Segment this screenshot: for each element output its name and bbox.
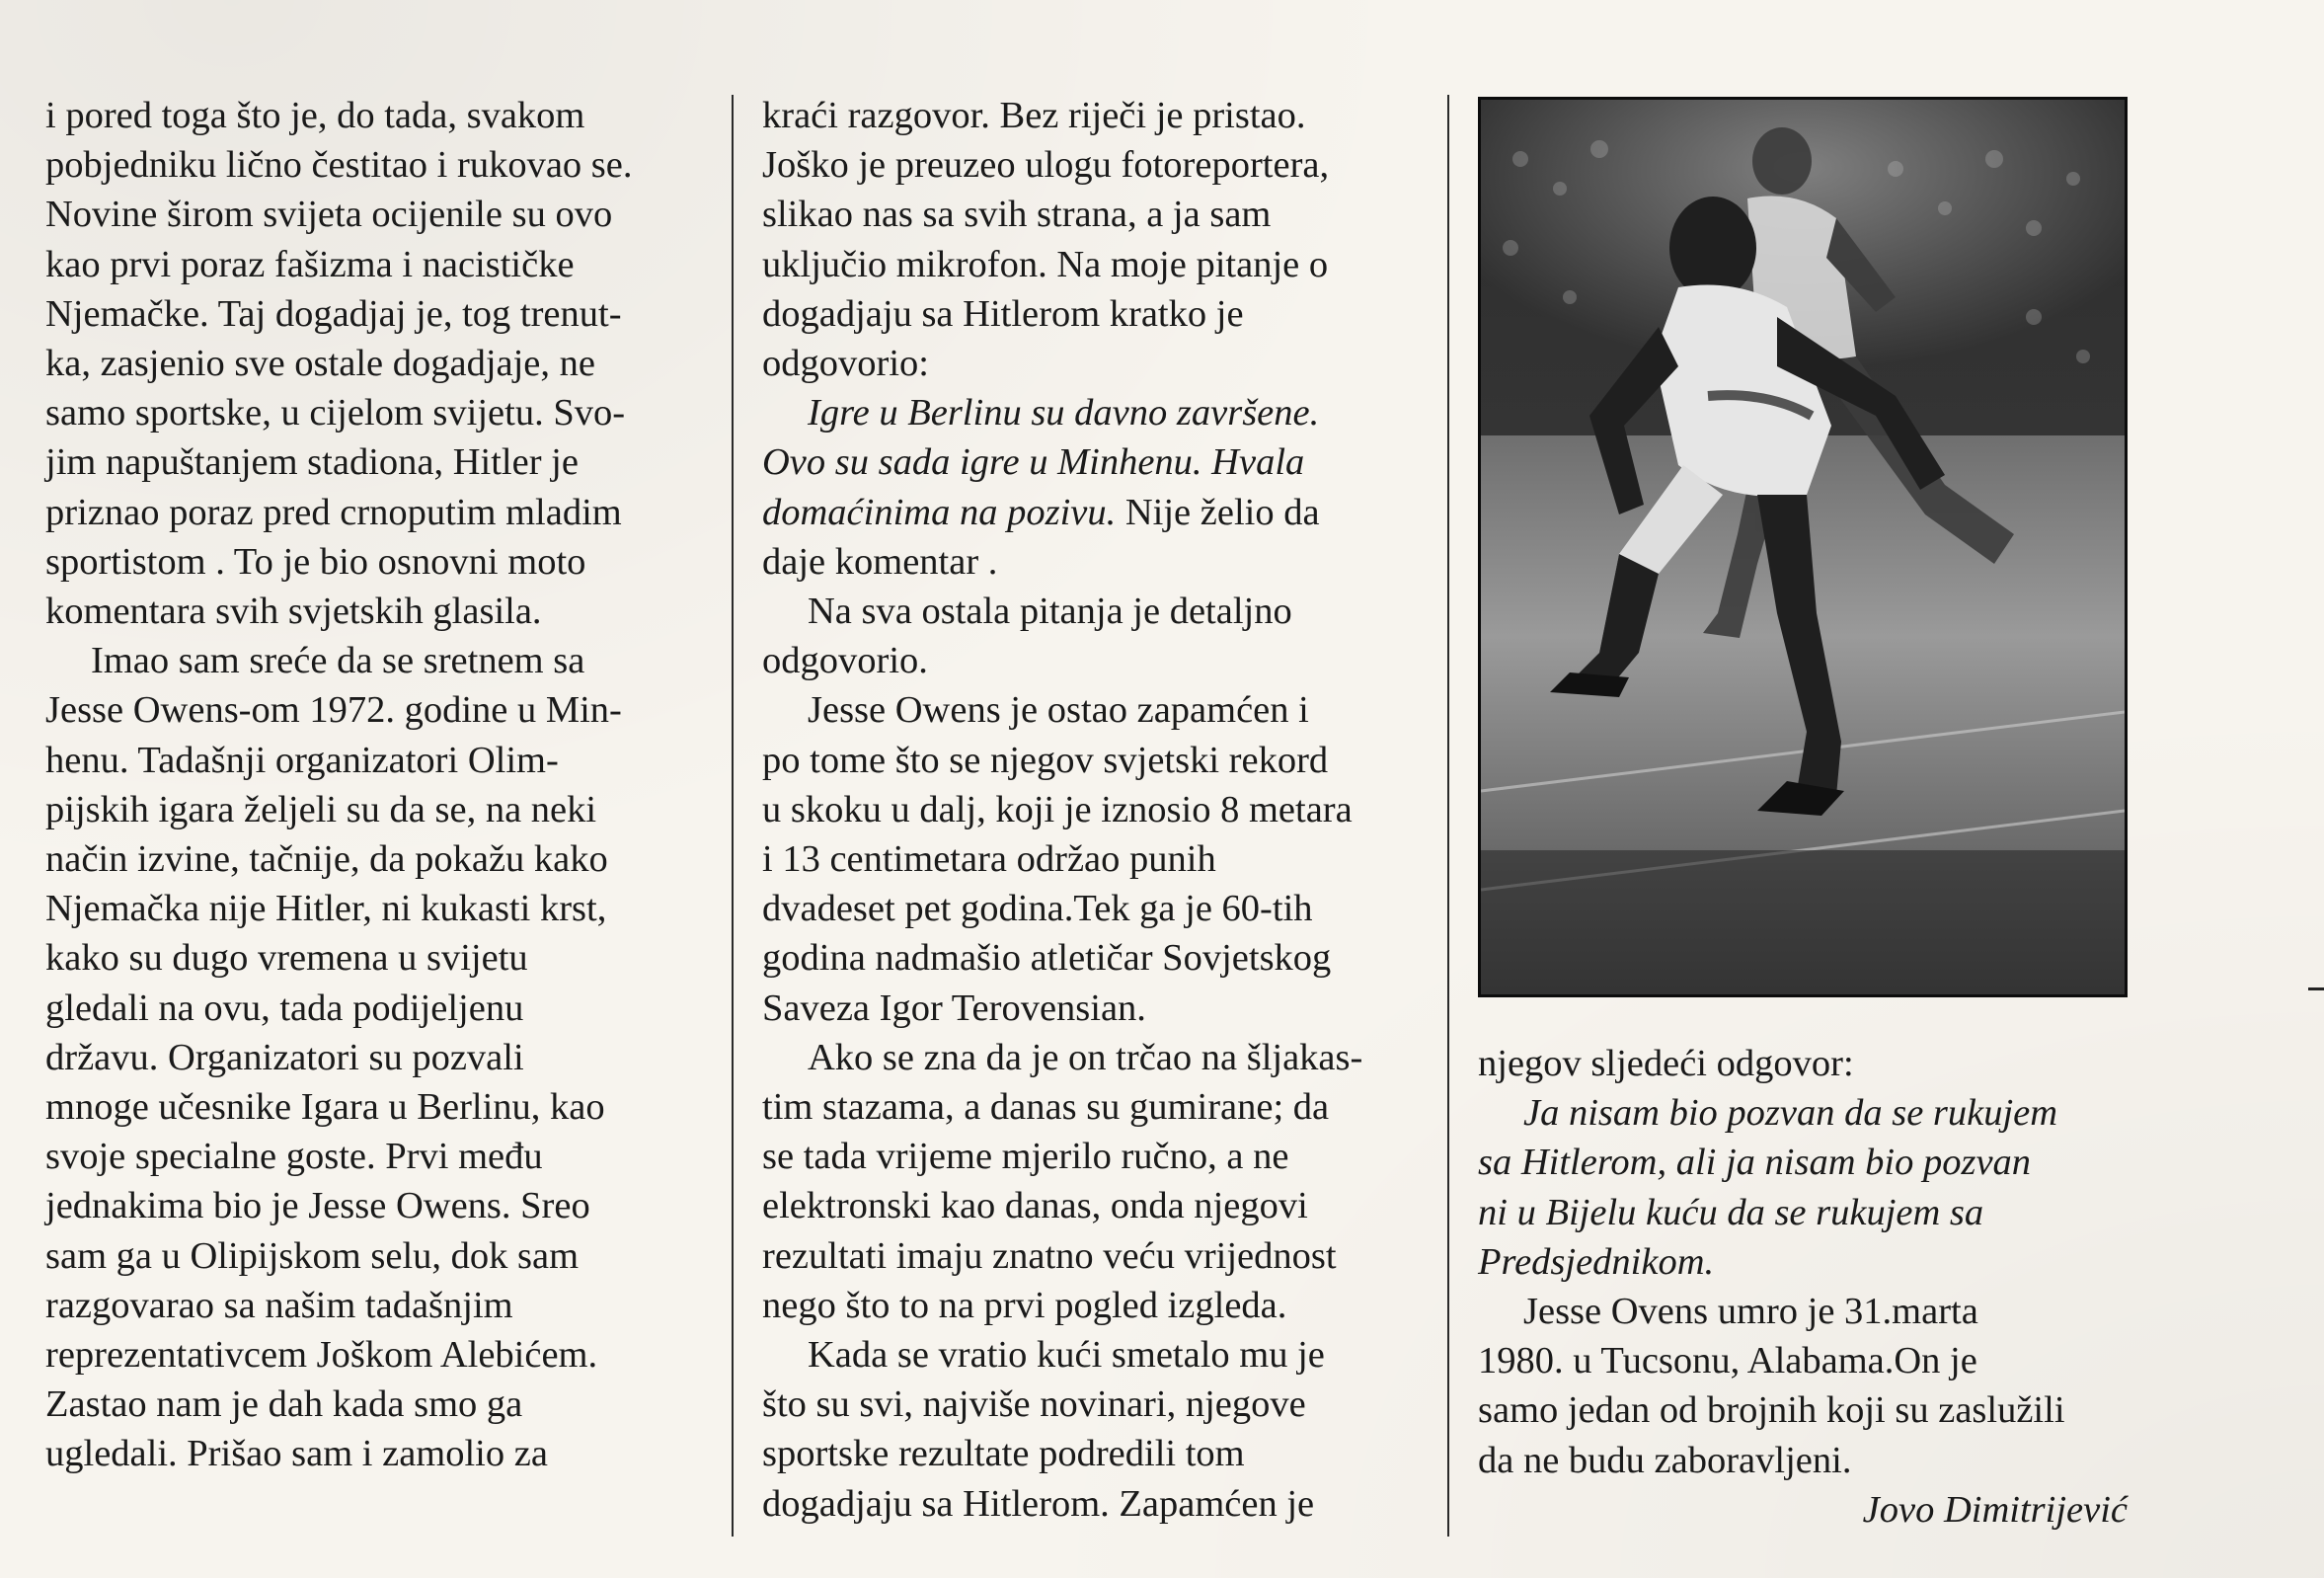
text-line: reprezentativcem Joškom Alebićem. <box>45 1334 598 1377</box>
text-line: pobjedniku lično čestitao i rukovao se. <box>45 144 633 187</box>
quote-line: Ja nisam bio pozvan da se rukujem <box>1523 1092 2058 1135</box>
text-line: kako su dugo vremena u svijetu <box>45 937 528 980</box>
column1-paragraph-2 <box>45 636 695 1478</box>
text-line: da ne budu zaboravljeni. <box>1478 1439 1852 1481</box>
text-line: Novine širom svijeta ocijenile su ovo <box>45 194 613 236</box>
column2-paragraph-4 <box>762 1033 1410 1330</box>
text-line: mnoge učesnike Igara u Berlinu, kao <box>45 1086 605 1129</box>
text-line: ka, zasjenio sve ostale dogadjaje, ne <box>45 343 595 385</box>
text-line: odgovorio: <box>762 343 929 385</box>
sprinters-photo-image <box>1481 100 2125 994</box>
column2-quote-line-3: domaćinima na pozivu. <box>762 491 1117 533</box>
text-line: kraći razgovor. Bez riječi je pristao. <box>762 95 1306 136</box>
column2-after-quote-line-2: daje komentar . <box>762 540 998 583</box>
text-line: uključio mikrofon. Na moje pitanje o <box>762 243 1329 285</box>
text-line: Njemačka nije Hitler, ni kukasti krst, <box>45 888 607 930</box>
text-line: način izvine, tačnije, da pokažu kako <box>45 838 608 881</box>
article-column-1 <box>45 91 695 1479</box>
column-divider-1 <box>732 95 734 1537</box>
text-line: Jesse Ovens umro je 31.marta <box>1523 1291 1978 1333</box>
text-line: dogadjaju sa Hitlerom kratko je <box>762 292 1244 335</box>
text-line: Joško je preuzeo ulogu fotoreportera, <box>762 144 1330 187</box>
text-line: nego što to na prvi pogled izgleda. <box>762 1284 1287 1326</box>
text-line: samo jedan od brojnih koji su zaslužili <box>1478 1389 2065 1432</box>
text-line: godina nadmašio atletičar Sovjetskog <box>762 937 1332 980</box>
text-line: odgovorio. <box>762 640 928 682</box>
text-line: tim stazama, a danas su gumirane; da <box>762 1086 1330 1129</box>
text-line: 1980. u Tucsonu, Alabama.On je <box>1478 1340 1977 1382</box>
text-line: henu. Tadašnji organizatori Olim- <box>45 739 559 781</box>
text-line: sam ga u Olipijskom selu, dok sam <box>45 1234 580 1277</box>
text-line: pijskih igara željeli su da se, na neki <box>45 788 597 830</box>
text-line: se tada vrijeme mjerilo ručno, a ne <box>762 1136 1289 1178</box>
column2-quote-line-2: Ovo su sada igre u Minhenu. Hvala <box>762 441 1305 484</box>
column2-paragraph-1 <box>762 91 1410 388</box>
column1-paragraph-1 <box>45 91 695 636</box>
text-line: Imao sam sreće da se sretnem sa <box>91 640 585 682</box>
text-line: Jesse Owens-om 1972. godine u Min- <box>45 689 622 732</box>
column2-paragraph-2 <box>762 587 1410 685</box>
quote-line: Predsjednikom. <box>1478 1240 1715 1283</box>
column-divider-2 <box>1447 95 1449 1537</box>
text-line: gledali na ovu, tada podijeljenu <box>45 986 524 1029</box>
column3-intro: njegov sljedeći odgovor: <box>1478 1043 1854 1084</box>
text-line: slikao nas sa svih strana, a ja sam <box>762 194 1272 236</box>
text-line: Ako se zna da je on trčao na šljakas- <box>808 1036 1363 1078</box>
article-column-3 <box>1478 1039 2128 1535</box>
text-line: priznao poraz pred crnoputim mladim <box>45 491 622 533</box>
sprinters-photo <box>1478 97 2128 997</box>
column2-paragraph-3 <box>762 685 1410 1032</box>
text-line: u skoku u dalj, koji je iznosio 8 metara <box>762 788 1353 830</box>
text-line: svoje specialne goste. Prvi među <box>45 1136 543 1178</box>
text-line: razgovarao sa našim tadašnjim <box>45 1284 513 1326</box>
column2-paragraph-5 <box>762 1330 1410 1529</box>
text-line: i pored toga što je, do tada, svakom <box>45 95 585 136</box>
text-line: Saveza Igor Terovensian. <box>762 986 1146 1029</box>
text-line: jednakima bio je Jesse Owens. Sreo <box>45 1185 590 1227</box>
text-line: Na sva ostala pitanja je detaljno <box>808 591 1292 633</box>
quote-line: ni u Bijelu kuću da se rukujem sa <box>1478 1191 1984 1233</box>
text-line: rezultati imaju znatno veću vrijednost <box>762 1234 1337 1277</box>
article-column-2 <box>762 91 1410 1529</box>
text-line: komentara svih svjetskih glasila. <box>45 591 542 633</box>
page-edge-mark <box>2308 987 2324 990</box>
quote-line: sa Hitlerom, ali ja nisam bio pozvan <box>1478 1142 2032 1184</box>
text-line: sportistom . To je bio osnovni moto <box>45 540 586 583</box>
text-line: Jesse Owens je ostao zapamćen i <box>808 689 1309 732</box>
column2-after-quote: Nije želio da <box>1116 491 1320 533</box>
text-line: Zastao nam je dah kada smo ga <box>45 1383 523 1426</box>
text-line: što su svi, najviše novinari, njegove <box>762 1383 1306 1426</box>
text-line: jim napuštanjem stadiona, Hitler je <box>45 441 579 484</box>
text-line: dogadjaju sa Hitlerom. Zapamćen je <box>762 1482 1315 1525</box>
column2-quote-line-1: Igre u Berlinu su davno završene. <box>808 392 1320 434</box>
text-line: dvadeset pet godina.Tek ga je 60-tih <box>762 888 1313 930</box>
text-line: samo sportske, u cijelom svijetu. Svo- <box>45 392 626 434</box>
column3-quote <box>1478 1088 2128 1287</box>
text-line: ugledali. Prišao sam i zamolio za <box>45 1433 548 1475</box>
text-line: i 13 centimetara održao punih <box>762 838 1216 881</box>
column2-quote-paragraph <box>762 388 1410 587</box>
text-line: državu. Organizatori su pozvali <box>45 1036 524 1078</box>
author-signature: Jovo Dimitrijević <box>1862 1488 2128 1531</box>
column3-paragraph-2 <box>1478 1287 2128 1485</box>
text-line: Kada se vratio kući smetalo mu je <box>808 1334 1325 1377</box>
text-line: kao prvi poraz fašizma i nacističke <box>45 243 575 285</box>
text-line: po tome što se njegov svjetski rekord <box>762 739 1329 781</box>
text-line: elektronski kao danas, onda njegovi <box>762 1185 1308 1227</box>
text-line: sportske rezultate podredili tom <box>762 1433 1245 1475</box>
text-line: Njemačke. Taj dogadjaj je, tog trenut- <box>45 292 622 335</box>
